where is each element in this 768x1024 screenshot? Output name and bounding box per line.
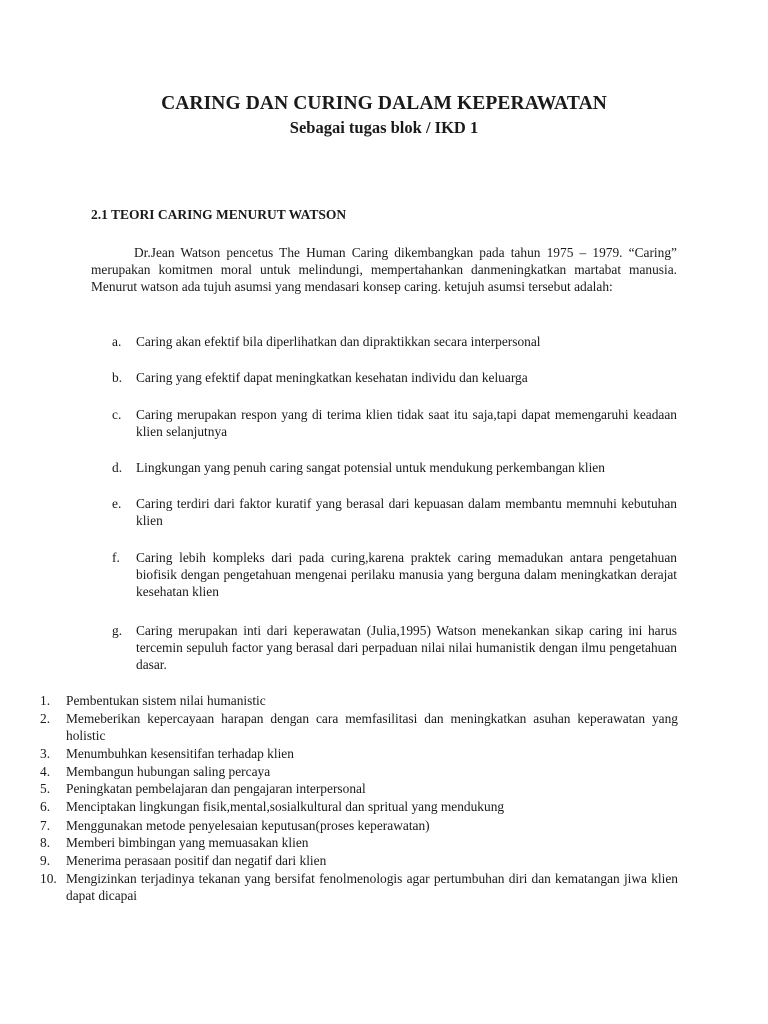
- assumption-marker: d.: [112, 460, 123, 475]
- factor-marker: 7.: [40, 818, 51, 833]
- document-subtitle: Sebagai tugas blok / IKD 1: [289, 118, 479, 137]
- assumption-text: Caring akan efektif bila diperlihatkan dan dipraktikkan secara interpersonal: [136, 334, 541, 349]
- factor-text: Menerima perasaan positif dan negatif dari klien: [66, 853, 327, 868]
- factor-marker: 8.: [40, 835, 51, 850]
- section-heading: 2.1 TEORI CARING MENURUT WATSON: [91, 207, 347, 222]
- assumption-text: Caring merupakan inti dari keperawatan (Julia,1995) Watson menekankan sikap caring ini harus tercemin sepuluh factor yang berasal dari perpaduan nilai nilai humanistik dengan ilmu pengetahuan dasar.: [136, 623, 677, 672]
- intro-paragraph: Dr.Jean Watson pencetus The Human Caring dikembangkan pada tahun 1975 – 1979. “Caring” merupakan komitmen moral untuk melindungi, mempertahankan danmeningkatkan martabat manusia. Menurut watson ada tujuh asumsi yang mendasari konsep caring. ketujuh asumsi tersebut adalah:: [91, 245, 677, 294]
- assumption-text: Caring yang efektif dapat meningkatkan kesehatan individu dan keluarga: [136, 370, 528, 385]
- assumption-marker: e.: [112, 496, 122, 511]
- assumption-marker: c.: [112, 407, 122, 422]
- assumption-marker: g.: [112, 623, 123, 638]
- factor-text: Membangun hubungan saling percaya: [66, 764, 271, 779]
- factor-marker: 10.: [40, 871, 57, 886]
- assumption-text: Caring terdiri dari faktor kuratif yang berasal dari kepuasan dalam membantu memnuhi kebutuhan klien: [136, 496, 677, 528]
- assumption-text: Caring lebih kompleks dari pada curing,karena praktek caring memadukan antara pengetahuan biofisik dengan pengetahuan mengenai perilaku manusia yang berguna dalam meningkatkan derajat kesehatan klien: [136, 550, 677, 599]
- assumption-marker: b.: [112, 370, 123, 385]
- assumption-marker: a.: [112, 334, 122, 349]
- assumption-text: Caring merupakan respon yang di terima klien tidak saat itu saja,tapi dapat memengaruhi keadaan klien selanjutnya: [136, 407, 677, 439]
- factor-text: Mengizinkan terjadinya tekanan yang bersifat fenolmenologis agar pertumbuhan diri dan kematangan jiwa klien dapat dicapai: [66, 871, 678, 903]
- factor-marker: 9.: [40, 853, 51, 868]
- factor-text: Memberi bimbingan yang memuasakan klien: [66, 835, 309, 850]
- factor-marker: 1.: [40, 693, 51, 708]
- factor-marker: 6.: [40, 799, 51, 814]
- factor-text: Pembentukan sistem nilai humanistic: [66, 693, 266, 708]
- factor-text: Peningkatan pembelajaran dan pengajaran interpersonal: [66, 781, 366, 796]
- assumption-marker: f.: [112, 550, 120, 565]
- factor-text: Menumbuhkan kesensitifan terhadap klien: [66, 746, 294, 761]
- factor-marker: 2.: [40, 711, 51, 726]
- document-title: CARING DAN CURING DALAM KEPERAWATAN: [161, 93, 607, 114]
- factor-text: Menggunakan metode penyelesaian keputusan(proses keperawatan): [66, 818, 430, 833]
- factor-marker: 3.: [40, 746, 51, 761]
- assumption-text: Lingkungan yang penuh caring sangat potensial untuk mendukung perkembangan klien: [136, 460, 605, 475]
- factor-text: Menciptakan lingkungan fisik,mental,sosialkultural dan spritual yang mendukung: [66, 799, 505, 814]
- factor-marker: 4.: [40, 764, 51, 779]
- factor-text: Memeberikan kepercayaan harapan dengan cara memfasilitasi dan meningkatkan asuhan keperawatan yang holistic: [66, 711, 678, 743]
- factor-marker: 5.: [40, 781, 51, 796]
